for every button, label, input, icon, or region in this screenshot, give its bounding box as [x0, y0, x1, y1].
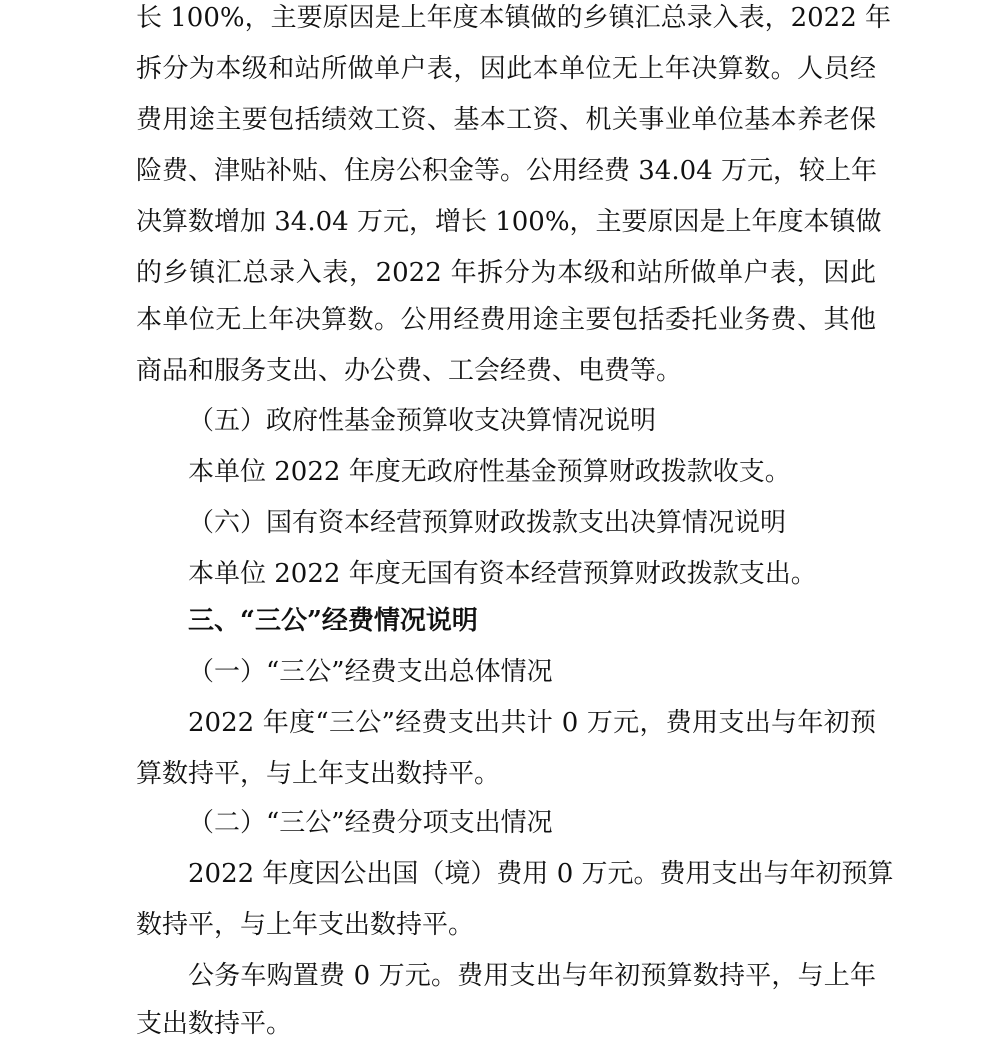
paragraph-line: 公务车购置费 0 万元。费用支出与年初预算数持平，与上年	[188, 961, 876, 991]
paragraph-line: 险费、津贴补贴、住房公积金等。公用经费 34.04 万元，较上年	[136, 156, 877, 186]
paragraph-line: 决算数增加 34.04 万元，增长 100%，主要原因是上年度本镇做	[136, 207, 882, 237]
section-heading-6: （六）国有资本经营预算财政拨款支出决算情况说明	[188, 508, 787, 538]
paragraph-line: 本单位无上年决算数。公用经费用途主要包括委托业务费、其他	[136, 305, 876, 335]
paragraph-line: 长 100%，主要原因是上年度本镇做的乡镇汇总录入表，2022 年	[136, 3, 892, 33]
paragraph-line: 数持平，与上年支出数持平。	[136, 910, 475, 940]
paragraph-line: 支出数持平。	[136, 1009, 293, 1039]
paragraph-line: 费用途主要包括绩效工资、基本工资、机关事业单位基本养老保	[136, 105, 876, 135]
section-heading-1: （一）“三公”经费支出总体情况	[188, 657, 553, 687]
chapter-heading-three: 三、“三公”经费情况说明	[188, 606, 478, 636]
section-heading-2: （二）“三公”经费分项支出情况	[188, 808, 553, 838]
paragraph-line: 拆分为本级和站所做单户表，因此本单位无上年决算数。人员经	[136, 54, 876, 84]
section-heading-5: （五）政府性基金预算收支决算情况说明	[188, 406, 657, 436]
paragraph-line: 算数持平，与上年支出数持平。	[136, 759, 501, 789]
paragraph-line: 2022 年度因公出国（境）费用 0 万元。费用支出与年初预算	[188, 859, 894, 889]
paragraph-line: 的乡镇汇总录入表，2022 年拆分为本级和站所做单户表，因此	[136, 258, 876, 288]
paragraph-line: 本单位 2022 年度无国有资本经营预算财政拨款支出。	[188, 559, 817, 589]
paragraph-line: 2022 年度“三公”经费支出共计 0 万元，费用支出与年初预	[188, 708, 876, 738]
paragraph-line: 商品和服务支出、办公费、工会经费、电费等。	[136, 356, 683, 386]
paragraph-line: 本单位 2022 年度无政府性基金预算财政拨款收支。	[188, 457, 791, 487]
